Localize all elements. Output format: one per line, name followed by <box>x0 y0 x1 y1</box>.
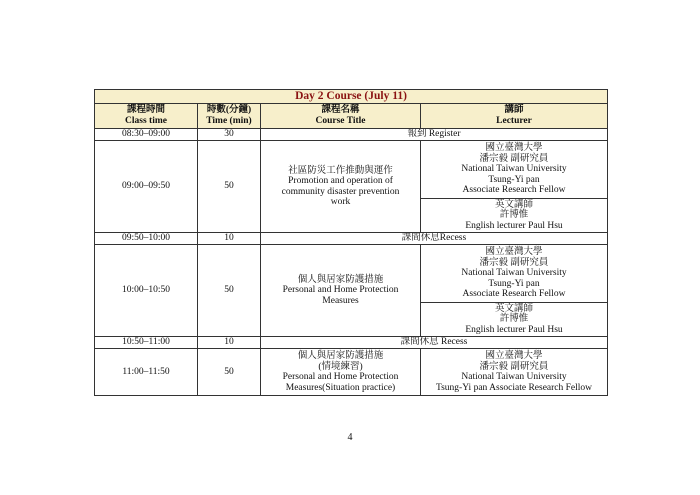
course-title-cell <box>261 245 421 337</box>
lecturer-cell <box>421 141 608 199</box>
lecturer-line: 潘宗毅 副研究員 <box>479 153 549 164</box>
page-number: 4 <box>347 432 353 443</box>
lecturer-line: Tsung-Yi pan Associate Research Fellow <box>435 382 593 393</box>
header-text: Lecturer <box>496 116 532 126</box>
english-lecturer-cell <box>421 303 608 337</box>
header-text: Course Title <box>315 116 366 126</box>
table-row <box>95 349 608 396</box>
lecturer-line: English lecturer Paul Hsu <box>465 220 563 231</box>
lecturer-line: National Taiwan University <box>461 164 567 175</box>
course-line: Promotion and operation of <box>288 176 393 186</box>
header-course-title <box>261 104 421 129</box>
lecturer-line: 潘宗毅 副研究員 <box>479 257 549 268</box>
header-text: Class time <box>125 116 167 126</box>
lecturer-line: 許博惟 <box>499 210 529 221</box>
duration-cell: 10 <box>198 337 261 349</box>
course-line: Measures(Situation practice) <box>285 382 396 393</box>
recess-cell: 課間休息Recess <box>261 233 608 245</box>
lecturer-line: 國立臺灣大學 <box>485 247 543 258</box>
table-row <box>95 141 608 199</box>
class-time-cell: 10:00–10:50 <box>95 245 198 337</box>
header-text: 課程時間 <box>126 105 165 115</box>
lecturer-line: 潘宗毅 副研究員 <box>479 361 549 372</box>
class-time-cell: 09:00–09:50 <box>95 141 198 233</box>
duration-cell: 30 <box>198 129 261 141</box>
lecturer-line: Tsung-Yi pan <box>488 278 540 289</box>
course-line: (情境練習) <box>318 361 363 372</box>
class-time-cell: 08:30–09:00 <box>95 129 198 141</box>
table-row <box>95 245 608 303</box>
class-time-cell: 11:00–11:50 <box>95 349 198 396</box>
course-line: 個人與居家防護措施 <box>297 274 384 285</box>
table-row <box>95 129 608 141</box>
lecturer-line: 英文講師 <box>494 303 533 314</box>
course-line: 社區防災工作推動與運作 <box>288 165 393 176</box>
lecturer-line: English lecturer Paul Hsu <box>465 324 563 335</box>
header-text: 講師 <box>504 105 524 115</box>
course-line: work <box>330 197 351 207</box>
duration-cell: 10 <box>198 233 261 245</box>
lecturer-cell <box>421 349 608 396</box>
duration-cell: 50 <box>198 245 261 337</box>
register-cell: 報到 Register <box>261 129 608 141</box>
table-title-row <box>95 90 608 104</box>
course-title-cell <box>261 349 421 396</box>
course-line: 個人與居家防護措施 <box>297 351 384 361</box>
header-text: Time (min) <box>206 116 252 126</box>
course-line: Personal and Home Protection <box>282 285 399 296</box>
course-line: Measures <box>322 295 359 306</box>
course-line: community disaster prevention <box>281 186 400 197</box>
table-row <box>95 233 608 245</box>
lecturer-line: 國立臺灣大學 <box>485 143 543 154</box>
recess-cell: 課間休息 Recess <box>261 337 608 349</box>
lecturer-line: National Taiwan University <box>461 372 567 382</box>
header-class-time <box>95 104 198 129</box>
table-row <box>95 337 608 349</box>
header-lecturer <box>421 104 608 129</box>
english-lecturer-cell <box>421 199 608 233</box>
duration-cell: 50 <box>198 349 261 396</box>
lecturer-line: 國立臺灣大學 <box>485 351 543 361</box>
lecturer-line: Tsung-Yi pan <box>488 174 540 185</box>
header-text: 時數(分鐘) <box>206 105 252 115</box>
lecturer-line: 許博惟 <box>499 314 529 325</box>
header-row <box>95 104 608 129</box>
course-line: Personal and Home Protection <box>282 372 399 382</box>
schedule-table <box>94 89 608 396</box>
table-title: Day 2 Course (July 11) <box>95 90 608 104</box>
course-title-cell <box>261 141 421 233</box>
header-text: 課程名稱 <box>321 105 360 115</box>
lecturer-cell <box>421 245 608 303</box>
lecturer-line: Associate Research Fellow <box>462 289 566 300</box>
header-time-min <box>198 104 261 129</box>
lecturer-line: 英文講師 <box>494 199 533 210</box>
class-time-cell: 09:50–10:00 <box>95 233 198 245</box>
class-time-cell: 10:50–11:00 <box>95 337 198 349</box>
lecturer-line: National Taiwan University <box>461 268 567 279</box>
lecturer-line: Associate Research Fellow <box>462 185 566 196</box>
duration-cell: 50 <box>198 141 261 233</box>
